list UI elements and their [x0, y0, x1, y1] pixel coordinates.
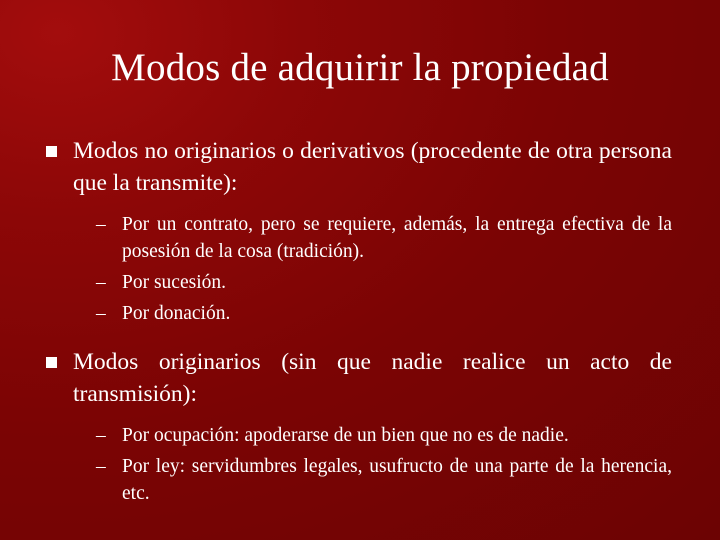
sub-bullet-text: Por ley: servidumbres legales, usufructo de una parte de la herencia, etc. — [122, 456, 672, 504]
square-bullet-icon — [46, 357, 57, 368]
sub-bullet-text: Por donación. — [122, 303, 231, 324]
dash-icon: – — [96, 214, 106, 235]
square-bullet-icon — [46, 146, 57, 157]
sub-bullet-text: Por sucesión. — [122, 272, 226, 293]
slide-title: Modos de adquirir la propiedad — [111, 46, 609, 89]
bullet-item — [45, 346, 672, 410]
sub-bullet-text: Por un contrato, pero se requiere, además, la entrega efectiva de la posesión de la cosa (tradición). — [122, 214, 672, 262]
sub-bullet-item — [96, 422, 672, 449]
sub-bullet-item — [96, 300, 672, 327]
sub-bullet-item — [96, 269, 672, 296]
dash-icon: – — [96, 425, 106, 446]
sub-bullet-list — [96, 211, 672, 327]
bullet-text: Modos no originarios o derivativos (procedente de otra persona que la transmite): — [73, 138, 672, 196]
slide-content — [45, 135, 672, 511]
bullet-item — [45, 135, 672, 199]
dash-icon: – — [96, 456, 106, 477]
dash-icon: – — [96, 272, 106, 293]
sub-bullet-list — [96, 422, 672, 507]
dash-icon: – — [96, 303, 106, 324]
sub-bullet-item — [96, 211, 672, 265]
bullet-text: Modos originarios (sin que nadie realice un acto de transmisión): — [73, 349, 672, 407]
sub-bullet-item — [96, 453, 672, 507]
sub-bullet-text: Por ocupación: apoderarse de un bien que no es de nadie. — [122, 425, 569, 446]
